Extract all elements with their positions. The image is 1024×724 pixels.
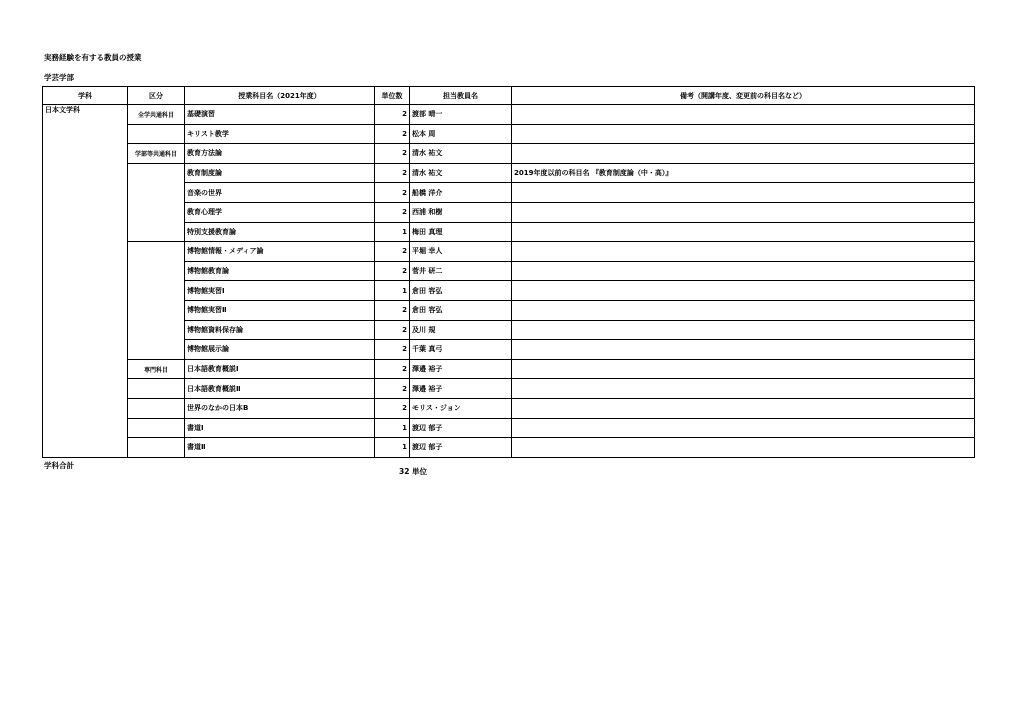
subject-cell: 世界のなかの日本B xyxy=(185,398,375,418)
header-remarks: 備考（開講年度、変更前の科目名など） xyxy=(512,87,975,105)
remark-cell xyxy=(512,183,975,203)
subject-cell: 博物館資料保存論 xyxy=(185,320,375,340)
teacher-cell: 船橋 洋介 xyxy=(410,183,512,203)
units-cell: 2 xyxy=(375,320,410,340)
units-cell: 2 xyxy=(375,359,410,379)
teacher-cell: 千葉 真弓 xyxy=(410,340,512,360)
units-cell: 1 xyxy=(375,418,410,438)
teacher-cell: 菅井 研二 xyxy=(410,261,512,281)
header-units: 単位数 xyxy=(375,87,410,105)
remark-cell xyxy=(512,359,975,379)
units-cell: 2 xyxy=(375,300,410,320)
subject-cell: 教育心理学 xyxy=(185,202,375,222)
category-cell: 専門科目 xyxy=(128,359,185,379)
remark-cell xyxy=(512,300,975,320)
teacher-cell: 清水 祐文 xyxy=(410,144,512,164)
teacher-cell: 渡部 晴一 xyxy=(410,105,512,125)
category-cell xyxy=(128,124,185,144)
remark-cell xyxy=(512,320,975,340)
teacher-cell: 倉田 容弘 xyxy=(410,281,512,301)
table-row xyxy=(43,242,975,262)
units-cell: 2 xyxy=(375,163,410,183)
teacher-cell: 及川 規 xyxy=(410,320,512,340)
total-units: 32 単位 xyxy=(399,467,428,476)
remark-cell xyxy=(512,202,975,222)
category-cell: 学部等共通科目 xyxy=(128,144,185,164)
subject-cell: 教育方法論 xyxy=(185,144,375,164)
subject-cell: 基礎演習 xyxy=(185,105,375,125)
table-row xyxy=(43,163,975,183)
header-teacher: 担当教員名 xyxy=(410,87,512,105)
courses-table xyxy=(42,86,975,458)
category-cell xyxy=(128,163,185,241)
teacher-cell: 平堀 幸人 xyxy=(410,242,512,262)
units-cell: 2 xyxy=(375,261,410,281)
remark-cell xyxy=(512,124,975,144)
units-cell: 2 xyxy=(375,398,410,418)
subject-cell: 日本語教育概説Ⅱ xyxy=(185,379,375,399)
total-label: 学科合計 xyxy=(44,461,74,470)
subject-cell: 日本語教育概説Ⅰ xyxy=(185,359,375,379)
remark-cell xyxy=(512,418,975,438)
subject-cell: 音楽の世界 xyxy=(185,183,375,203)
units-cell: 2 xyxy=(375,105,410,125)
category-cell xyxy=(128,438,185,458)
category-cell xyxy=(128,418,185,438)
table-row xyxy=(43,379,975,399)
document-title: 実務経験を有する教員の授業 xyxy=(44,53,142,62)
subject-cell: 博物館展示論 xyxy=(185,340,375,360)
remark-cell xyxy=(512,105,975,125)
teacher-cell: 倉田 容弘 xyxy=(410,300,512,320)
subject-cell: 博物館実習Ⅰ xyxy=(185,281,375,301)
units-cell: 2 xyxy=(375,340,410,360)
teacher-cell: 梅田 真理 xyxy=(410,222,512,242)
department-cell: 日本文学科 xyxy=(43,105,128,458)
units-cell: 1 xyxy=(375,281,410,301)
remark-cell xyxy=(512,144,975,164)
units-cell: 2 xyxy=(375,144,410,164)
units-cell: 1 xyxy=(375,222,410,242)
units-cell: 2 xyxy=(375,183,410,203)
category-cell xyxy=(128,398,185,418)
subject-cell: 書道Ⅰ xyxy=(185,418,375,438)
teacher-cell: 渡辺 郁子 xyxy=(410,438,512,458)
table-row xyxy=(43,105,975,125)
table-row xyxy=(43,124,975,144)
category-cell xyxy=(128,242,185,360)
remark-cell xyxy=(512,398,975,418)
units-cell: 1 xyxy=(375,438,410,458)
faculty-name: 学芸学部 xyxy=(44,73,74,82)
table-row xyxy=(43,398,975,418)
units-cell: 2 xyxy=(375,242,410,262)
units-cell: 2 xyxy=(375,124,410,144)
teacher-cell: 西浦 和樹 xyxy=(410,202,512,222)
teacher-cell: モリス・ジョン xyxy=(410,398,512,418)
table-row xyxy=(43,144,975,164)
units-cell: 2 xyxy=(375,379,410,399)
remark-cell xyxy=(512,261,975,281)
category-cell: 全学共通科目 xyxy=(128,105,185,125)
remark-cell xyxy=(512,340,975,360)
remark-cell: 2019年度以前の科目名 『教育制度論（中・高）』 xyxy=(512,163,975,183)
subject-cell: 博物館実習Ⅱ xyxy=(185,300,375,320)
remark-cell xyxy=(512,379,975,399)
header-dept: 学科 xyxy=(43,87,128,105)
teacher-cell: 松本 周 xyxy=(410,124,512,144)
table-header-row xyxy=(43,87,975,105)
teacher-cell: 澤邉 裕子 xyxy=(410,379,512,399)
subject-cell: 博物館教育論 xyxy=(185,261,375,281)
table-row xyxy=(43,359,975,379)
remark-cell xyxy=(512,438,975,458)
header-subject: 授業科目名（2021年度） xyxy=(185,87,375,105)
subject-cell: 書道Ⅱ xyxy=(185,438,375,458)
category-cell xyxy=(128,379,185,399)
teacher-cell: 澤邉 裕子 xyxy=(410,359,512,379)
teacher-cell: 清水 祐文 xyxy=(410,163,512,183)
header-category: 区分 xyxy=(128,87,185,105)
teacher-cell: 渡辺 郁子 xyxy=(410,418,512,438)
remark-cell xyxy=(512,222,975,242)
remark-cell xyxy=(512,242,975,262)
table-row xyxy=(43,438,975,458)
table-row xyxy=(43,418,975,438)
subject-cell: 特別支援教育論 xyxy=(185,222,375,242)
units-cell: 2 xyxy=(375,202,410,222)
subject-cell: キリスト教学 xyxy=(185,124,375,144)
remark-cell xyxy=(512,281,975,301)
subject-cell: 博物館情報・メディア論 xyxy=(185,242,375,262)
subject-cell: 教育制度論 xyxy=(185,163,375,183)
